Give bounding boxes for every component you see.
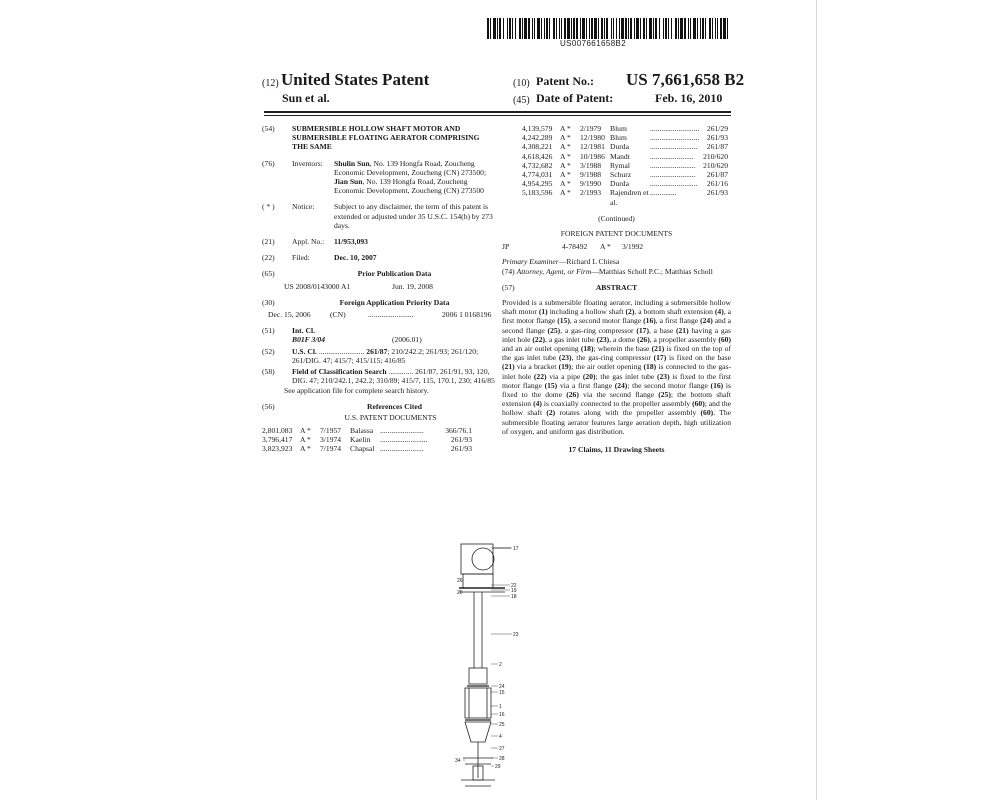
- uscl-label: U.S. Cl.: [292, 346, 317, 356]
- reference-date: 12/1980: [580, 133, 605, 143]
- foreign-date: Dec. 15, 2006: [268, 310, 311, 320]
- refs-code: (56): [262, 401, 275, 411]
- foreign-heading: Foreign Application Priority Data: [339, 297, 450, 307]
- reference-row: [262, 426, 497, 435]
- foreign-doc-number: 4-78492: [562, 242, 588, 252]
- reference-date: 2/1993: [580, 188, 602, 198]
- uscl-code: (52): [262, 346, 275, 356]
- reference-cls: 261/93: [706, 133, 728, 143]
- reference-date: 10/1986: [580, 151, 605, 161]
- reference-name: Kaelin: [350, 435, 371, 445]
- claims-line: 17 Claims, 11 Drawing Sheets: [568, 445, 665, 455]
- figure-label: 24: [499, 684, 505, 690]
- field-dots: .............: [388, 367, 414, 377]
- uscl-main: 261/87: [366, 346, 388, 356]
- reference-kind: A *: [560, 142, 571, 152]
- reference-row: [522, 170, 731, 179]
- inventors-value: [334, 159, 497, 196]
- intcl-field: [262, 326, 497, 335]
- reference-name: Blum: [610, 124, 627, 133]
- code-10: (10): [513, 78, 530, 89]
- intcl-class: B01F 3/04: [292, 335, 325, 345]
- reference-cls: 210/620: [703, 160, 728, 170]
- examiner-name: —Richard L Chiesa: [558, 257, 620, 267]
- prior-pub-date: Jun. 19, 2008: [392, 281, 433, 291]
- foreign-doc-kind: A *: [600, 242, 611, 252]
- attorney-line: [502, 267, 731, 276]
- reference-no: 4,732,682: [522, 160, 553, 170]
- uscl-rest: ; 210/242.2; 261/93; 261/120; 261/DIG. 47; 415/7; 415/115; 416/85: [292, 346, 479, 365]
- patent-no-label: Patent No.:: [536, 74, 594, 88]
- intcl-label: Int. Cl.: [292, 326, 315, 336]
- intcl-row: [262, 335, 497, 344]
- reference-kind: A *: [560, 170, 571, 180]
- patent-number: US 7,661,658 B2: [626, 70, 745, 89]
- examiner-label: Primary Examiner: [502, 257, 559, 267]
- code-12: (12): [262, 78, 279, 89]
- foreign-code: (30): [262, 297, 275, 307]
- figure-label: 18: [511, 594, 517, 600]
- prior-pub-field: [262, 269, 497, 278]
- appl-label: Appl. No.:: [292, 237, 325, 247]
- reference-cls: 261/93: [706, 188, 728, 198]
- abstract-code: (57): [502, 282, 515, 292]
- reference-no: 4,139,579: [522, 124, 553, 133]
- figure-label: 19: [511, 588, 517, 594]
- reference-kind: A *: [300, 426, 311, 436]
- filed-date: Dec. 10, 2007: [334, 253, 377, 263]
- figure-label: 22: [511, 583, 517, 589]
- inventor-short: Sun et al.: [282, 91, 330, 105]
- reference-no: 4,774,031: [522, 170, 553, 180]
- reference-kind: A *: [560, 151, 571, 161]
- date-label: Date of Patent:: [536, 91, 614, 105]
- barcode-gap: [728, 18, 729, 39]
- inventors-code: (76): [262, 158, 275, 168]
- inventors-label: Inventors:: [292, 158, 323, 168]
- reference-name: Durda: [610, 179, 629, 189]
- patent-drawing: [455, 538, 545, 800]
- reference-no: 3,823,923: [262, 444, 293, 454]
- figure-label: 15: [499, 690, 505, 696]
- reference-dots: .........................: [650, 179, 698, 189]
- inventor-2-name: Jian Sun: [334, 177, 363, 187]
- reference-kind: A *: [560, 179, 571, 189]
- reference-cls: 261/16: [706, 179, 728, 189]
- reference-no: 4,308,221: [522, 142, 553, 152]
- inventors-field: [262, 159, 497, 196]
- reference-dots: ..........................: [650, 133, 700, 143]
- figure-label: 34: [455, 758, 461, 764]
- reference-row: [522, 161, 731, 170]
- attorney-name: —Matthias Scholl P.C.; Matthias Scholl: [591, 266, 713, 276]
- us-refs-list-cont: [502, 124, 731, 207]
- reference-dots: .......................: [380, 426, 424, 436]
- dome-shape: [465, 722, 491, 742]
- reference-kind: A *: [560, 124, 571, 133]
- prior-pub-row: [262, 282, 497, 291]
- reference-dots: ........................: [650, 160, 696, 170]
- reference-kind: A *: [560, 133, 571, 143]
- reference-no: 3,796,417: [262, 435, 293, 445]
- reference-date: 7/1974: [320, 444, 342, 454]
- refs-field: [262, 402, 497, 411]
- patent-date: Feb. 16, 2010: [655, 91, 723, 105]
- reference-cls: 261/93: [450, 444, 472, 454]
- filed-field: [262, 253, 497, 262]
- uscl-value: [292, 347, 497, 365]
- figure-label: 4: [499, 734, 502, 740]
- us-refs-list: [262, 426, 497, 454]
- patent-title: United States Patent: [281, 70, 430, 89]
- reference-name: Blum: [610, 133, 627, 143]
- reference-dots: .......................: [650, 151, 694, 161]
- header-rule-thick: [264, 111, 731, 113]
- reference-row: [262, 444, 497, 453]
- figure-label: 20: [457, 590, 463, 596]
- figure-label: 1: [499, 704, 502, 710]
- title-code: (54): [262, 124, 275, 133]
- field-search: [262, 367, 497, 385]
- reference-dots: .......................: [380, 444, 424, 454]
- reference-date: 3/1974: [320, 435, 342, 445]
- inventor-2-address: , No. 139 Hongfa Road, Zoucheng Economic Development, Zoucheng (CN) 273500: [334, 177, 484, 196]
- reference-kind: A *: [560, 188, 571, 198]
- intcl-year: (2006.01): [392, 335, 422, 345]
- examiner-line: [502, 257, 731, 266]
- reference-no: 4,618,426: [522, 151, 553, 161]
- field-label: Field of Classification Search: [292, 367, 387, 377]
- field-code: (58): [262, 367, 275, 377]
- reference-row: [522, 142, 731, 151]
- figure-label: 23: [513, 632, 519, 638]
- first-flange-shape: [469, 668, 487, 684]
- notice-label: Notice:: [292, 202, 315, 212]
- right-column: [502, 124, 731, 454]
- notice-text: Subject to any disclaimer, the term of this patent is extended or adjusted under 35 U.S.C. 154(b) by 273 days.: [334, 202, 493, 230]
- prior-pub-number: US 2008/0143000 A1: [284, 281, 351, 291]
- foreign-doc-row: [502, 242, 731, 251]
- reference-cls: 261/87: [706, 170, 728, 180]
- reference-row: [262, 435, 497, 444]
- reference-date: 3/1988: [580, 160, 602, 170]
- appl-number: 11/953,093: [334, 237, 368, 247]
- foreign-docs-heading: FOREIGN PATENT DOCUMENTS: [560, 229, 673, 239]
- compressor-housing-shape: [472, 548, 494, 570]
- filed-code: (22): [262, 253, 275, 263]
- reference-name: Rymal: [610, 160, 630, 170]
- barcode: [487, 18, 729, 39]
- reference-kind: A *: [300, 444, 311, 454]
- reference-dots: .........................: [650, 142, 698, 152]
- inventor-1-name: Shulin Sun: [334, 158, 370, 168]
- page-edge: [816, 0, 817, 800]
- reference-name: Chapsal: [350, 444, 375, 454]
- attorney-code: (74): [502, 266, 515, 276]
- appl-code: (21): [262, 237, 275, 247]
- foreign-priority-field: [262, 298, 497, 307]
- refs-heading: References Cited: [367, 401, 422, 411]
- notice-code: ( * ): [262, 202, 275, 212]
- reference-date: 9/1988: [580, 170, 602, 180]
- title-field: [262, 124, 497, 152]
- reference-date: 7/1957: [320, 426, 342, 436]
- reference-dots: ..........................: [650, 124, 700, 133]
- invention-title: SUBMERSIBLE HOLLOW SHAFT MOTOR AND SUBMERSIBLE FLOATING AERATOR COMPRISING THE SAME: [292, 124, 480, 152]
- reference-no: 2,801,083: [262, 426, 293, 436]
- figure-label: 29: [495, 764, 501, 770]
- left-column: [262, 124, 497, 454]
- figure-label: 27: [499, 746, 505, 752]
- reference-cls: 210/620: [703, 151, 728, 161]
- reference-dots: ........................: [650, 170, 696, 180]
- field-value: [292, 367, 497, 385]
- gas-ring-compressor-shape: [461, 544, 493, 574]
- foreign-dots: ........................: [368, 310, 414, 320]
- reference-cls: 366/76.1: [445, 426, 472, 436]
- reference-kind: A *: [560, 160, 571, 170]
- reference-row: [522, 124, 731, 133]
- code-45: (45): [513, 95, 530, 106]
- bracket-shape: [463, 574, 493, 588]
- field-note: See application file for complete search history.: [284, 386, 429, 396]
- figure-label: 28: [499, 756, 505, 762]
- filed-label: Filed:: [292, 253, 310, 263]
- reference-cls: 261/29: [706, 124, 728, 133]
- field-text: 261/87, 261/91, 93, 120, DIG. 47; 210/242.1, 242.2; 310/89; 415/7, 115, 170.1, 230; 416/85: [292, 367, 495, 386]
- reference-kind: A *: [300, 435, 311, 445]
- reference-no: 4,242,289: [522, 133, 553, 143]
- abstract-text: Provided is a submersible floating aerator, including a submersible hollow shaft motor (1) including a hollow shaft (2), a bottom shaft extension (4), a first motor flange (15), a second motor flange (16), a first flange (24) and a second flange (25), a gas-ring compressor (17), a base (21) having a gas inlet hole (22), a gas inlet tube (23), a dome (26), a propeller assembly (60) and an air outlet opening (18); wherein the base (21) is fixed on the top of the gas inlet tube (23), the gas-ring compressor (17) is fixed on the base (21) via a bracket (19); the air outlet opening (18) is connected to the gas-inlet hole (22) via a pipe (20); the gas inlet tube (23) is fixed to the first motor flange (15) via a first flange (24); the second motor flange (16) is fixed to the dome (26) via the second flange (25); the bottom shaft extension (4) is coaxially connected to the propeller assembly (60); and the hollow shaft (2) rotates along with the propeller assembly (60). The submersible floating aerator features large aeration depth, high utilization of oxygen, and uniform gas distribution.: [502, 298, 732, 436]
- figure-label: 2: [499, 662, 502, 668]
- reference-dots: .........................: [380, 435, 428, 445]
- reference-name: Mandt: [610, 151, 630, 161]
- attorney-label: Attorney, Agent, or Firm: [516, 266, 592, 276]
- notice-field: [262, 202, 497, 230]
- reference-row: [522, 179, 731, 188]
- reference-date: 9/1990: [580, 179, 602, 189]
- header-rule-thin: [264, 115, 731, 116]
- intcl-code: (51): [262, 326, 275, 336]
- appl-field: [262, 237, 497, 246]
- continued-note: (Continued): [598, 213, 635, 223]
- reference-name: Balassa: [350, 426, 374, 436]
- prior-heading: Prior Publication Data: [357, 269, 432, 279]
- foreign-number: 2006 1 0168196: [442, 310, 492, 320]
- reference-row: [522, 152, 731, 161]
- barcode-number: US007661658B2: [560, 39, 627, 48]
- reference-name: Durda: [610, 142, 629, 152]
- figure-label: 16: [499, 712, 505, 718]
- reference-row: [522, 133, 731, 142]
- reference-date: 12/1981: [580, 142, 605, 152]
- reference-cls: 261/93: [450, 435, 472, 445]
- abstract-heading: ABSTRACT: [595, 282, 638, 292]
- uscl-dots: ........................: [318, 346, 365, 356]
- foreign-priority-row: [262, 310, 497, 319]
- reference-cls: 261/87: [706, 142, 728, 152]
- figure-label: 25: [499, 722, 505, 728]
- reference-no: 5,183,596: [522, 188, 553, 198]
- prior-code: (65): [262, 269, 275, 279]
- uscl-field: [262, 347, 497, 365]
- inventor-1-address: , No. 139 Hongfa Road, Zoucheng Economic Development, Zoucheng (CN) 273500;: [334, 158, 487, 177]
- abstract-heading-row: [502, 283, 731, 292]
- foreign-doc-date: 3/1992: [622, 242, 644, 252]
- reference-name: Schurz: [610, 170, 632, 180]
- figure-label: 26: [457, 578, 463, 584]
- foreign-country: (CN): [330, 310, 346, 320]
- reference-row: [522, 188, 731, 206]
- reference-dots: ..............: [650, 188, 677, 198]
- reference-name: Rajendren et al.: [610, 188, 649, 207]
- us-docs-heading: U.S. PATENT DOCUMENTS: [344, 412, 437, 422]
- foreign-doc-country: JP: [502, 242, 510, 252]
- reference-no: 4,954,295: [522, 179, 553, 189]
- reference-date: 2/1979: [580, 124, 602, 133]
- figure-label: 17: [513, 546, 519, 552]
